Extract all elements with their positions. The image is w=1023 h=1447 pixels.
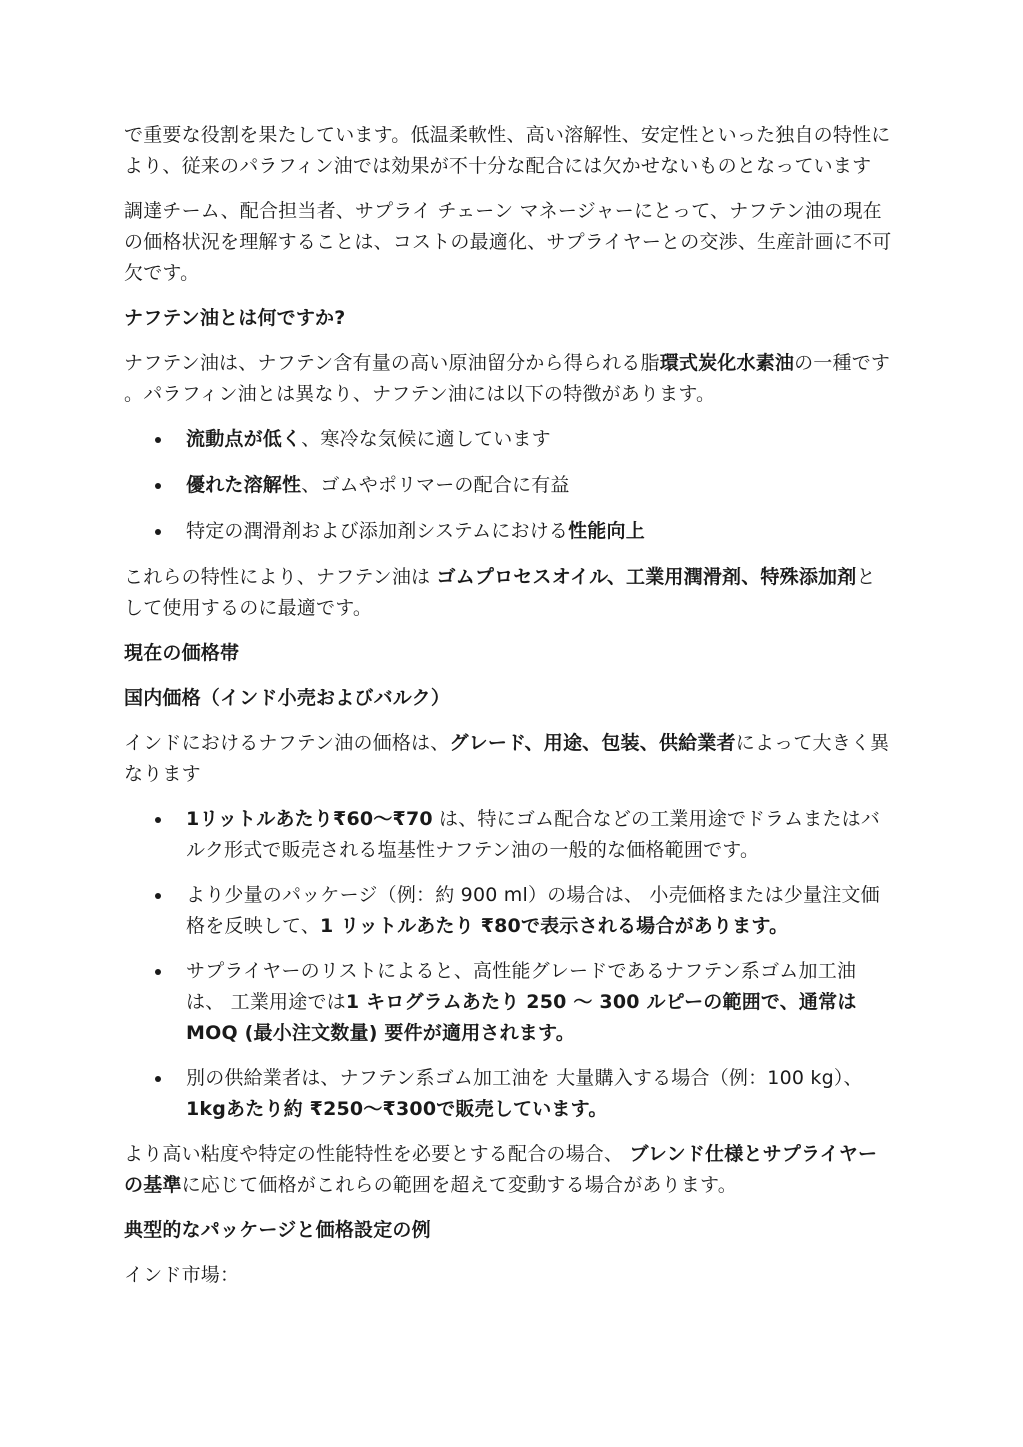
- intro-paragraph-2: 調達チーム、配合担当者、サプライ チェーン マネージャーにとって、ナフテン油の現在の価格状況を理解することは、コストの最適化、サプライヤーとの交渉、生産計画に不可欠です。: [124, 200, 892, 284]
- bullet-icon: [155, 483, 161, 489]
- list-item: サプライヤーのリストによると、高性能グレードであるナフテン系ゴム加工油は、 工業用途では1 キログラムあたり 250 ～ 300 ルピーの範囲で、通常は MOQ (最小注文数量) 要件が適用されます。: [124, 956, 894, 1049]
- list-item: 優れた溶解性、ゴムやポリマーの配合に有益: [124, 470, 894, 501]
- bullet-icon: [155, 529, 161, 535]
- bullet-icon: [155, 1076, 161, 1082]
- market-label: インド市場：: [124, 1264, 240, 1286]
- section-heading-what: ナフテン油とは何ですか?: [124, 307, 346, 329]
- list-item: 別の供給業者は、ナフテン系ゴム加工油を 大量購入する場合（例：100 kg）、 1kgあたり約 ₹250〜₹300で販売しています。: [124, 1063, 894, 1125]
- definition-paragraph: ナフテン油は、ナフテン含有量の高い原油留分から得られる脂環式炭化水素油の一種です 。パラフィン油とは異なり、ナフテン油には以下の特徴があります。: [124, 352, 891, 405]
- bullet-icon: [155, 817, 161, 823]
- section-heading-examples: 典型的なパッケージと価格設定の例: [124, 1219, 431, 1241]
- subheading-domestic-price: 国内価格（インド小売およびバルク）: [124, 687, 451, 709]
- price-list: [124, 804, 894, 1125]
- list-item: 流動点が低く、寒冷な気候に適しています: [124, 424, 894, 455]
- property-list: [124, 424, 894, 547]
- list-item: 特定の潤滑剤および添加剤システムにおける性能向上: [124, 516, 894, 547]
- bullet-icon: [155, 437, 161, 443]
- list-item: より少量のパッケージ（例：約 900 ml）の場合は、 小売価格または少量注文価格を反映して、1 リットルあたり ₹80で表示される場合があります。: [124, 880, 894, 942]
- usage-paragraph: これらの特性により、ナフテン油は ゴムプロセスオイル、工業用潤滑剤、特殊添加剤として使用するのに最適です。: [124, 566, 876, 619]
- document-body: [124, 120, 894, 1291]
- section-heading-price: 現在の価格帯: [124, 642, 240, 664]
- intro-paragraph-1: で重要な役割を果たしています。低温柔軟性、高い溶解性、安定性といった独自の特性により、従来のパラフィン油では効果が不十分な配合には欠かせないものとなっています: [124, 124, 891, 177]
- price-intro-paragraph: インドにおけるナフテン油の価格は、グレード、用途、包装、供給業者によって大きく異なります: [124, 732, 890, 785]
- list-item: 1リットルあたり₹60〜₹70 は、特にゴム配合などの工業用途でドラムまたはバルク形式で販売される塩基性ナフテン油の一般的な価格範囲です。: [124, 804, 894, 866]
- bullet-icon: [155, 969, 161, 975]
- bullet-icon: [155, 893, 161, 899]
- price-variation-paragraph: より高い粘度や特定の性能特性を必要とする配合の場合、 ブレンド仕様とサプライヤーの基準に応じて価格がこれらの範囲を超えて変動する場合があります。: [124, 1143, 878, 1196]
